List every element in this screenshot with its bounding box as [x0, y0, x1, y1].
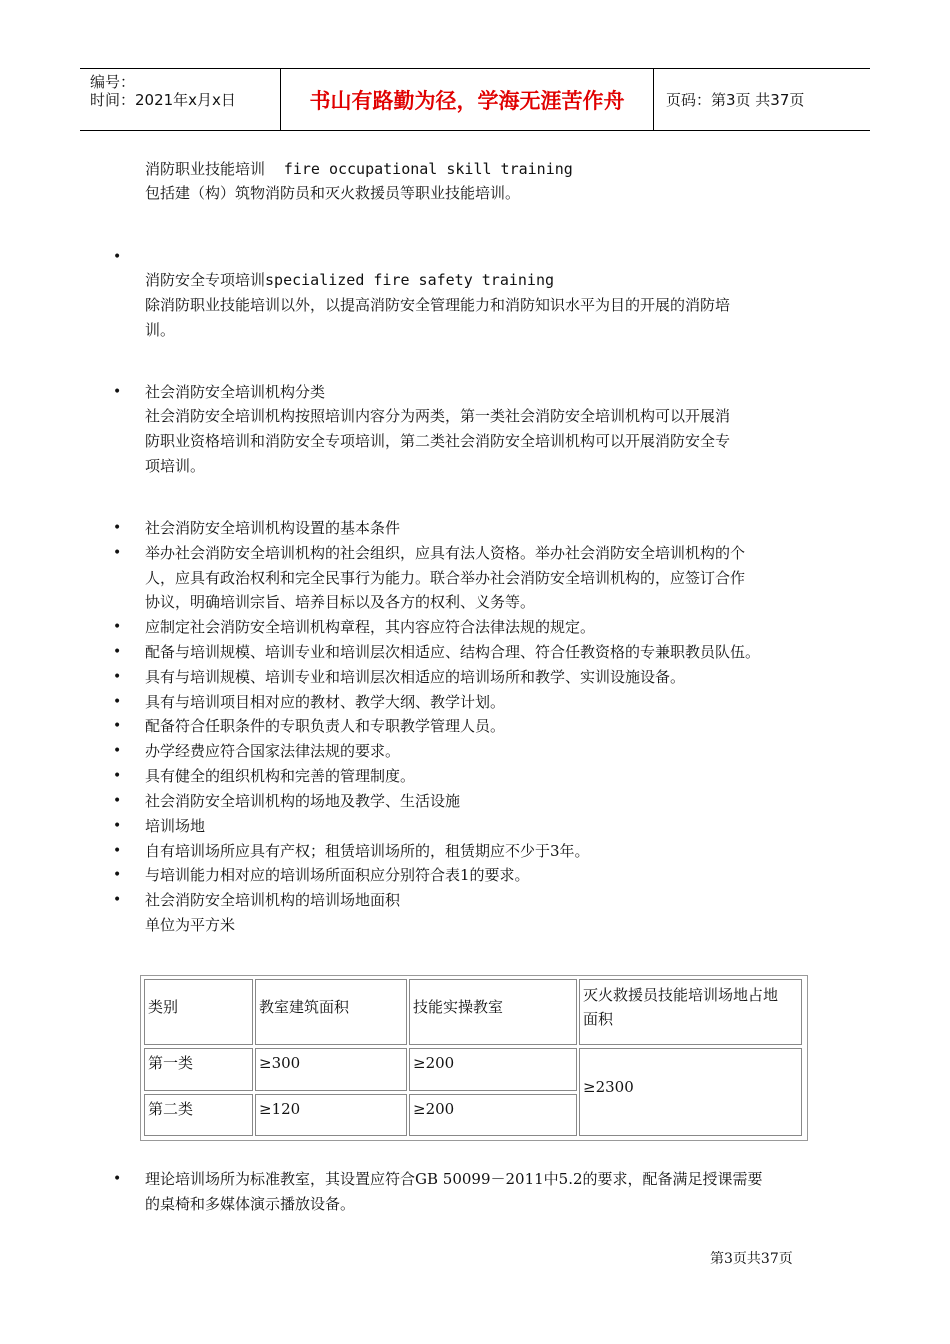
section-body: 防职业资格培训和消防安全专项培训，第二类社会消防安全培训机构可以开展消防安全专 — [145, 432, 731, 450]
bullet-marker: • — [113, 1171, 122, 1187]
list-item: 自有培训场所应具有产权；租赁培训场所的，租赁期应不少于3年。 — [145, 842, 590, 860]
list-item: 办学经费应符合国家法律法规的要求。 — [145, 742, 401, 760]
bullet-marker: • — [113, 743, 122, 759]
bullet-marker: • — [113, 384, 122, 400]
list-item: 的桌椅和多媒体演示播放设备。 — [145, 1195, 356, 1213]
list-item: 人，应具有政治权利和完全民事行为能力。联合举办社会消防安全培训机构的，应签订合作 — [145, 569, 746, 587]
header-motto: 书山有路勤为径，学海无涯苦作舟 — [281, 69, 654, 130]
bullet-marker: • — [113, 669, 122, 685]
table-cell: ≥300 — [255, 1048, 407, 1091]
table-header-cell — [579, 979, 802, 1045]
list-item: 配备符合任职条件的专职负责人和专职教学管理人员。 — [145, 717, 506, 735]
bullet-marker: • — [113, 249, 122, 265]
list-item: 应制定社会消防安全培训机构章程，其内容应符合法律法规的规定。 — [145, 618, 596, 636]
header-meta — [80, 69, 281, 130]
document-date: 时间：2021年x月x日 — [90, 91, 236, 109]
section-body: 除消防职业技能培训以外，以提高消防安全管理能力和消防知识水平为目的开展的消防培 — [145, 296, 731, 314]
table-header-cell: 类别 — [144, 979, 253, 1045]
bullet-marker: • — [113, 520, 122, 536]
section-title-specialized-training: 消防安全专项培训specialized fire safety training — [145, 271, 554, 289]
list-item: 配备与培训规模、培训专业和培训层次相适应、结构合理、符合任教资格的专兼职教员队伍。 — [145, 643, 761, 661]
section-body: 项培训。 — [145, 457, 206, 475]
section-title-fire-occupational: 消防职业技能培训 fire occupational skill training — [145, 160, 573, 178]
table-merged-cell: ≥2300 — [579, 1048, 802, 1136]
list-item: 具有与培训规模、培训专业和培训层次相适应的培训场所和教学、实训设施设备。 — [145, 668, 686, 686]
bullet-marker: • — [113, 619, 122, 635]
table-header-cell: 教室建筑面积 — [255, 979, 407, 1045]
page-header — [80, 68, 870, 131]
table-cell: 第二类 — [144, 1094, 253, 1136]
page-footer: 第3页共37页 — [710, 1251, 793, 1267]
bullet-marker: • — [113, 768, 122, 784]
bullet-marker: • — [113, 694, 122, 710]
bullet-marker: • — [113, 718, 122, 734]
section-body: 包括建（构）筑物消防员和灭火救援员等职业技能培训。 — [145, 184, 521, 202]
list-item: 培训场地 — [145, 817, 206, 835]
bullet-marker: • — [113, 867, 122, 883]
section-title-classification: 社会消防安全培训机构分类 — [145, 383, 326, 401]
section-body: 社会消防安全培训机构按照培训内容分为两类，第一类社会消防安全培训机构可以开展消 — [145, 407, 731, 425]
list-item: 社会消防安全培训机构的场地及教学、生活设施 — [145, 792, 461, 810]
table-unit-note: 单位为平方米 — [145, 916, 236, 934]
list-item: 社会消防安全培训机构设置的基本条件 — [145, 519, 401, 537]
bullet-marker: • — [113, 843, 122, 859]
bullet-marker: • — [113, 892, 122, 908]
table-cell: ≥120 — [255, 1094, 407, 1136]
list-item: 社会消防安全培训机构的培训场地面积 — [145, 891, 401, 909]
table-header-line: 面积 — [583, 1010, 614, 1028]
list-item: 协议，明确培训宗旨、培养目标以及各方的权利、义务等。 — [145, 593, 536, 611]
section-body: 训。 — [145, 321, 176, 339]
bullet-marker: • — [113, 818, 122, 834]
list-item: 与培训能力相对应的培训场所面积应分别符合表1的要求。 — [145, 866, 530, 884]
table-cell: 第一类 — [144, 1048, 253, 1091]
training-area-table — [140, 975, 808, 1141]
bullet-marker: • — [113, 644, 122, 660]
list-item: 具有与培训项目相对应的教材、教学大纲、教学计划。 — [145, 693, 506, 711]
bullet-marker: • — [113, 545, 122, 561]
list-item: 具有健全的组织机构和完善的管理制度。 — [145, 767, 416, 785]
table-header-cell: 技能实操教室 — [409, 979, 577, 1045]
table-cell: ≥200 — [409, 1048, 577, 1091]
list-item: 理论培训场所为标准教室，其设置应符合GB 50099－2011中5.2的要求，配备满足授课需要 — [145, 1170, 763, 1188]
table-header-line: 灭火救援员技能培训场地占地 — [583, 986, 779, 1004]
document-number-label: 编号： — [90, 73, 136, 91]
list-item: 举办社会消防安全培训机构的社会组织，应具有法人资格。举办社会消防安全培训机构的个 — [145, 544, 746, 562]
bullet-marker: • — [113, 793, 122, 809]
header-page-number: 页码：第3页 共37页 — [666, 91, 805, 109]
table-cell: ≥200 — [409, 1094, 577, 1136]
